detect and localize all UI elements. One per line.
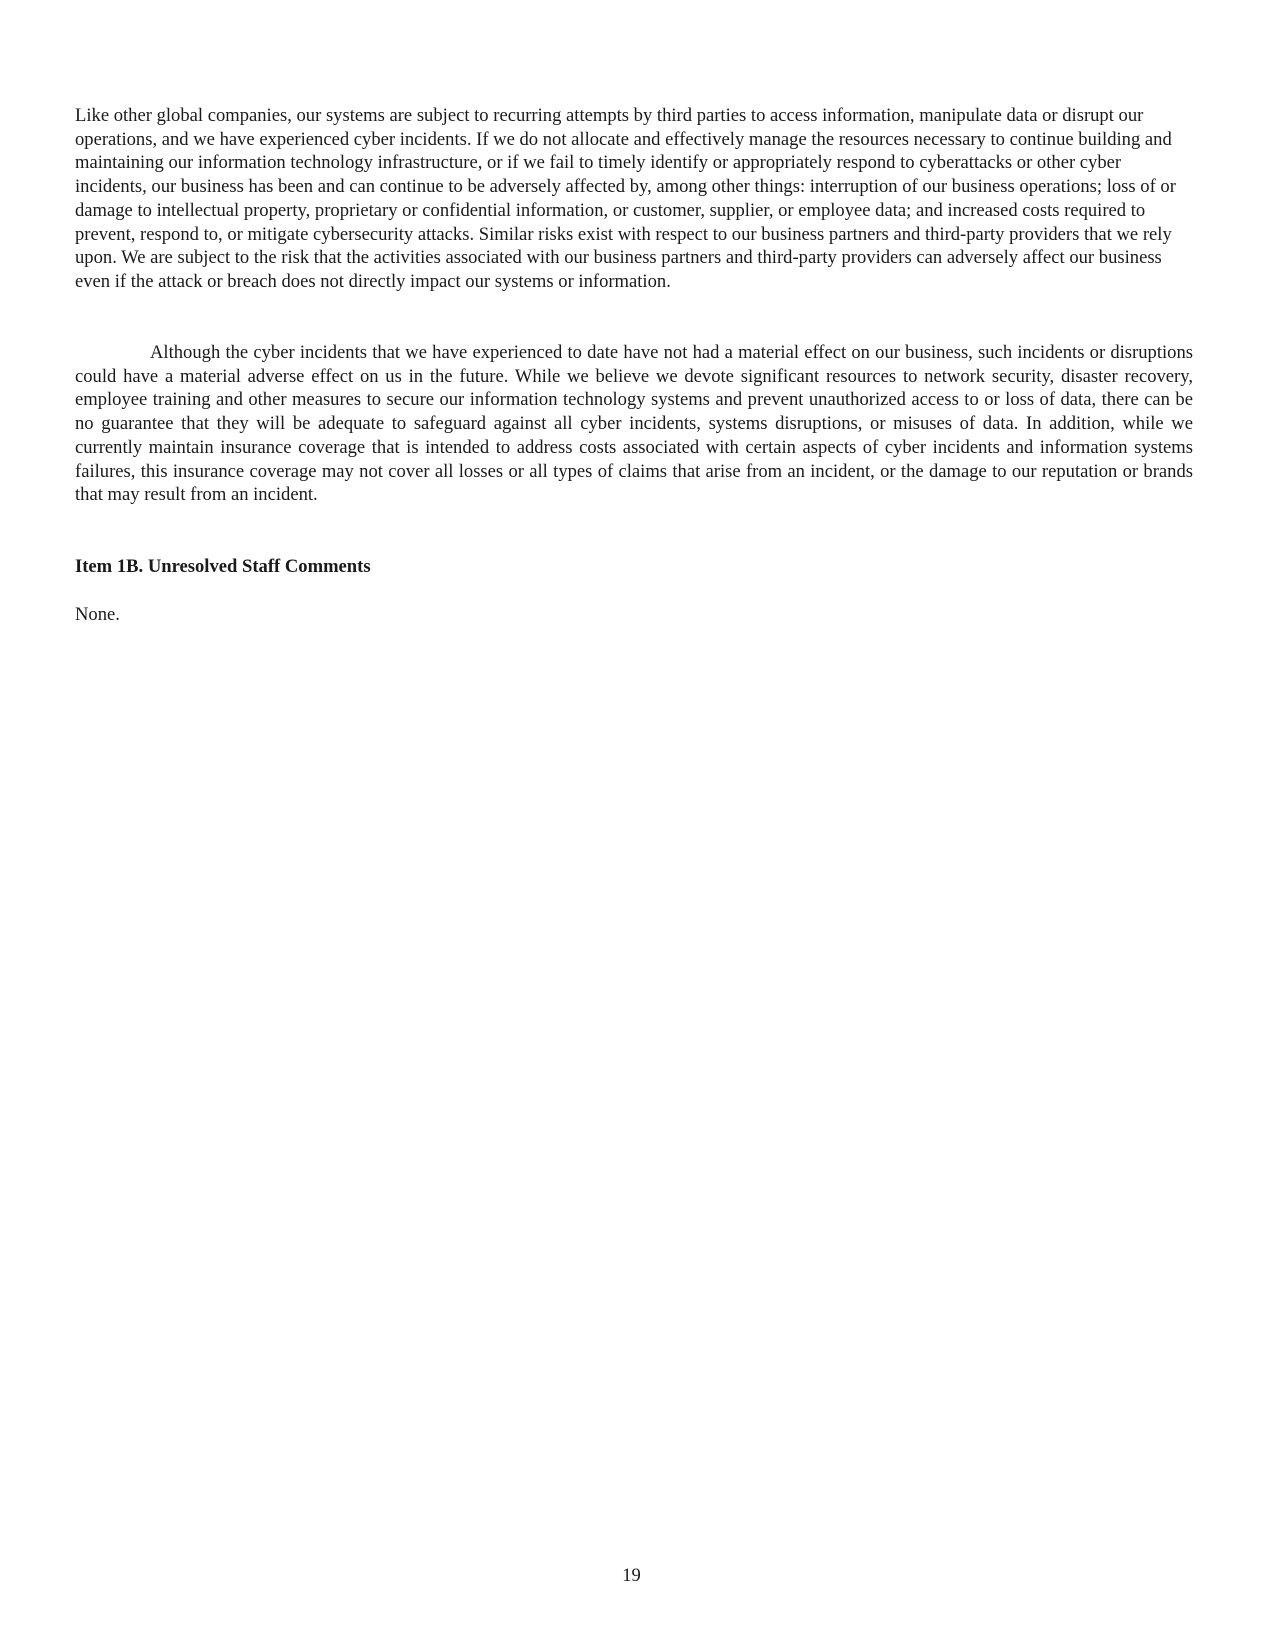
page-number: 19 [622,1565,641,1586]
risk-paragraph-cyber-attempts: Like other global companies, our systems are subject to recurring attempts by third parties to access information, manipulate data or disrupt our operations, and we have experienced cyber incidents. If we do not allocate and effectively manage the resources necessary to continue building and maintaining our information technology infrastructure, or if we fail to timely identify or appropriately respond to cyberattacks or other cyber incidents, our business has been and can continue to be adversely affected by, among other things: interruption of our business operations; loss of or damage to intellectual property, proprietary or confidential information, or customer, supplier, or employee data; and increased costs required to prevent, respond to, or mitigate cybersecurity attacks. Similar risks exist with respect to our business partners and third-party providers that we rely upon. We are subject to the risk that the activities associated with our business partners and third-party providers can adversely affect our business even if the attack or breach does not directly impact our systems or information. [75,105,1176,292]
section-heading: Item 1B. Unresolved Staff Comments [75,556,371,577]
section-body: None. [75,604,120,625]
risk-paragraph-cyber-incidents: Although the cyber incidents that we have experienced to date have not had a material effect on our business, such incidents or disruptions could have a material adverse effect on us in the future. While we believe we devote significant resources to network security, disaster recovery, employee training and other measures to secure our information technology systems and prevent unauthorized access to or loss of data, there can be no guarantee that they will be adequate to safeguard against all cyber incidents, systems disruptions, or misuses of data. In addition, while we currently maintain insurance coverage that is intended to address costs associated with certain aspects of cyber incidents and information systems failures, this insurance coverage may not cover all losses or all types of claims that arise from an incident, or the damage to our reputation or brands that may result from an incident. [75,342,1193,506]
